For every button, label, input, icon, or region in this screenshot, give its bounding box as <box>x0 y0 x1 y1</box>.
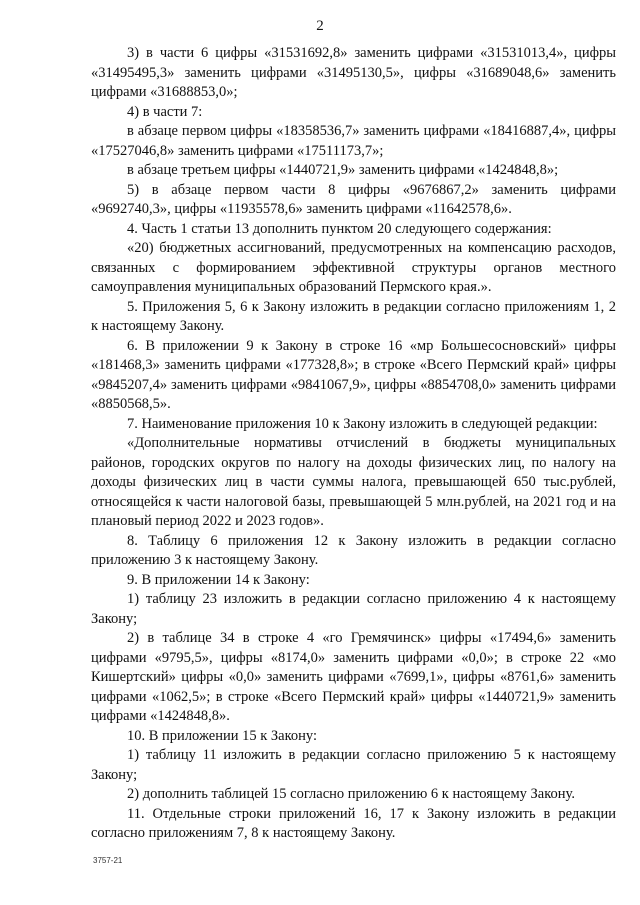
paragraph-9: 6. В приложении 9 к Закону в строке 16 «мр Большесосновский» цифры «181468,3» заменить цифрами «177328,8»; в строке «Всего Пермский край» цифры «9845207,4» заменить цифрами «9841067,9», цифры «8854708,0» заменить цифрами «8850568,5». <box>91 337 616 412</box>
paragraph-18: 2) дополнить таблицей 15 согласно приложению 6 к настоящему Закону. <box>127 786 575 802</box>
paragraph-6: 4. Часть 1 статьи 13 дополнить пунктом 20 следующего содержания: <box>127 220 552 237</box>
paragraph-12: 8. Таблицу 6 приложения 12 к Закону изложить в редакции согласно приложению 3 к настоящему Закону. <box>91 532 616 568</box>
document-code: 3757-21 <box>93 856 123 865</box>
page-number: 2 <box>316 18 324 34</box>
paragraph-3: в абзаце первом цифры «18358536,7» заменить цифрами «18416887,4», цифры «17527046,8» заменить цифрами «17511173,7»; <box>91 123 616 159</box>
paragraph-16: 10. В приложении 15 к Закону: <box>127 727 318 744</box>
paragraph-2: 4) в части 7: <box>127 103 203 120</box>
document-body <box>91 44 616 844</box>
paragraph-15: 2) в таблице 34 в строке 4 «го Гремячинск» цифры «17494,6» заменить цифрами «9795,5», цифры «8174,0» заменить цифрами «0,0»; в строке 22 «мо Кишертский» цифры «0,0» заменить цифрами «7699,1», цифры «8761,6» заменить цифрами «1062,5»; в строке «Всего Пермский край» цифры «1440721,9» заменить цифрами «1424848,8». <box>91 630 616 724</box>
paragraph-17: 1) таблицу 11 изложить в редакции согласно приложению 5 к настоящему Закону; <box>91 747 616 783</box>
paragraph-8: 5. Приложения 5, 6 к Закону изложить в редакции согласно приложениям 1, 2 к настоящему Закону. <box>91 298 616 334</box>
paragraph-7: «20) бюджетных ассигнований, предусмотренных на компенсацию расходов, связанных с формированием эффективной структуры органов местного самоуправления муниципальных образований Пермского края.». <box>91 240 616 295</box>
paragraph-10: 7. Наименование приложения 10 к Закону изложить в следующей редакции: <box>127 415 598 432</box>
paragraph-13: 9. В приложении 14 к Закону: <box>127 571 310 588</box>
paragraph-1: 3) в части 6 цифры «31531692,8» заменить цифрами «31531013,4», цифры «31495495,3» заменить цифрами «31495130,5», цифры «31689048,6» заменить цифрами «31688853,0»; <box>91 45 616 100</box>
paragraph-11: «Дополнительные нормативы отчислений в бюджеты муниципальных районов, городских округов по налогу на доходы физических лиц, по налогу на доходы физических лиц в части суммы налога, превышающей 650 тыс.рублей, относящейся к части налоговой базы, превышающей 5 млн.рублей, на 2021 год и на плановый период 2022 и 2023 годов». <box>91 435 616 529</box>
paragraph-19: 11. Отдельные строки приложений 16, 17 к Закону изложить в редакции согласно приложениям 7, 8 к настоящему Закону. <box>91 805 616 841</box>
paragraph-4: в абзаце третьем цифры «1440721,9» заменить цифрами «1424848,8»; <box>127 162 559 178</box>
paragraph-14: 1) таблицу 23 изложить в редакции согласно приложению 4 к настоящему Закону; <box>91 591 616 627</box>
paragraph-5: 5) в абзаце первом части 8 цифры «9676867,2» заменить цифрами «9692740,3», цифры «11935578,6» заменить цифрами «11642578,6». <box>91 181 616 217</box>
